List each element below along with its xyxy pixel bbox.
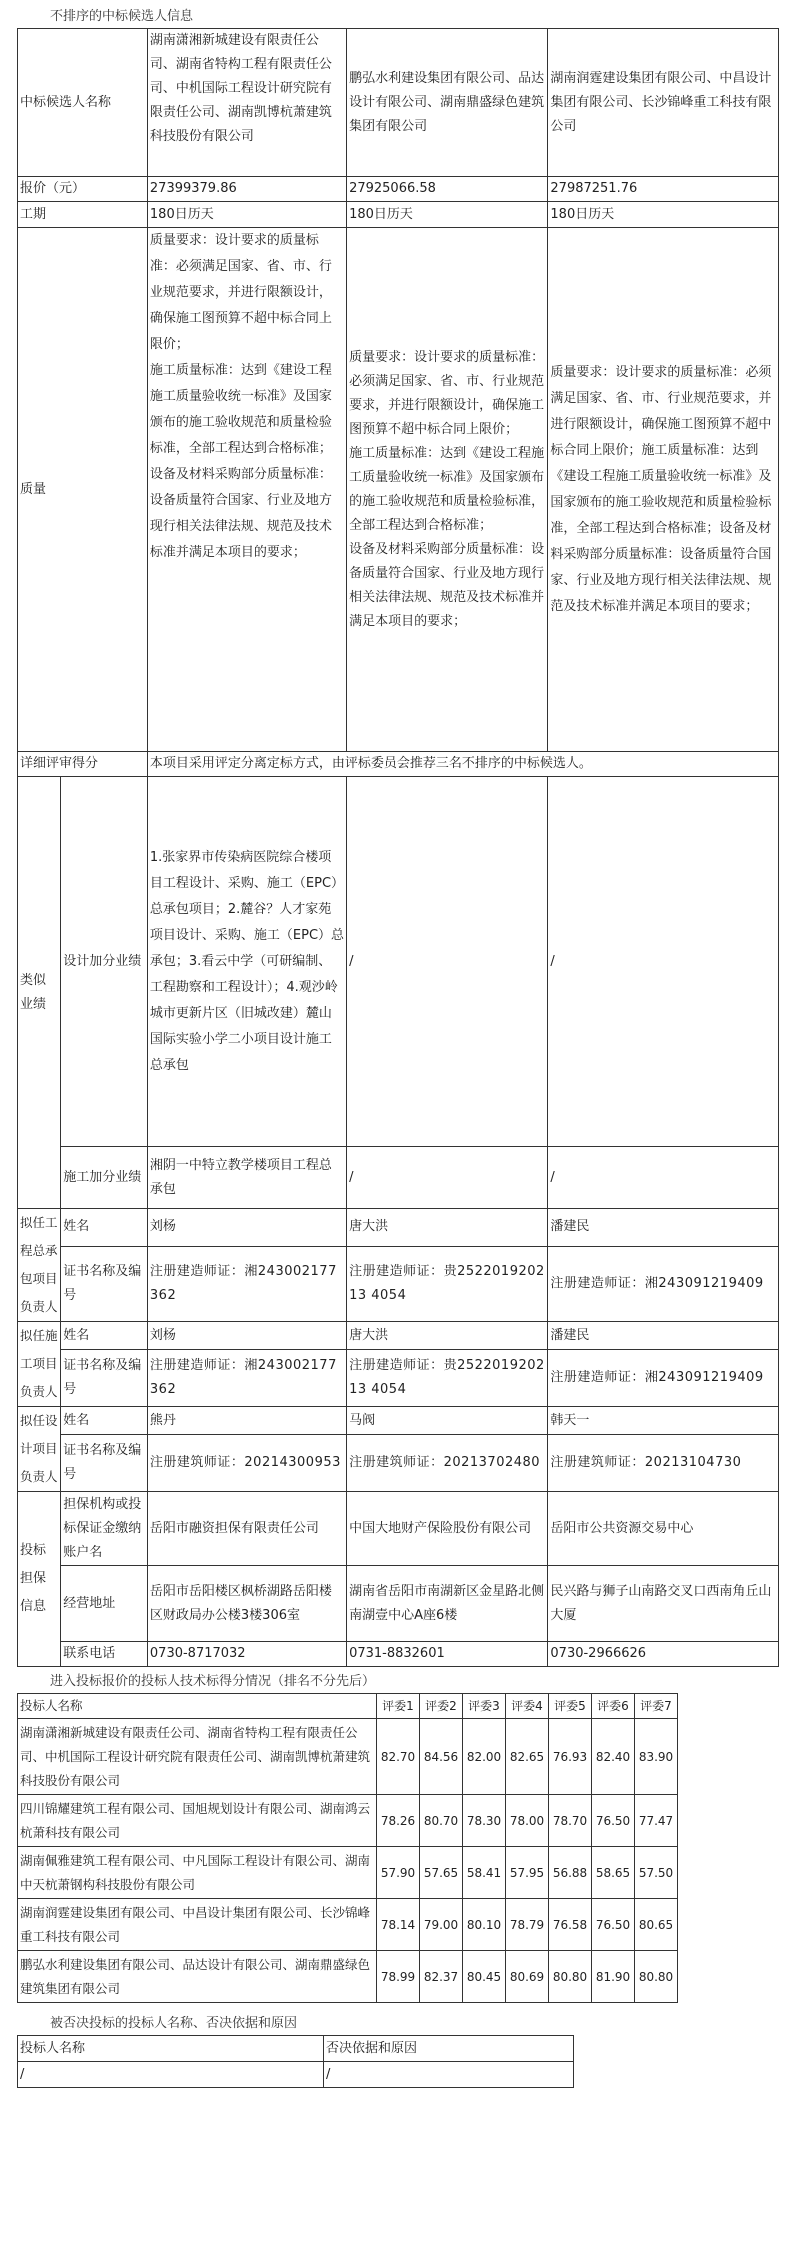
score-cell: 78.26: [377, 1795, 420, 1847]
label-candidate-name: 中标候选人名称: [18, 29, 148, 177]
candidate-2-name: 鹏弘水利建设集团有限公司、品达设计有限公司、湖南鼎盛绿色建筑集团有限公司: [347, 29, 548, 177]
score-cell: 57.65: [420, 1847, 463, 1899]
pm-construction-name-3: 潘建民: [548, 1322, 779, 1350]
score-cell: 76.58: [549, 1899, 592, 1951]
label-guarantee-org: 担保机构或投标保证金缴纳账户名: [61, 1492, 148, 1566]
score-cell: 80.10: [463, 1899, 506, 1951]
table-row: [18, 1847, 678, 1899]
row-quality: [18, 228, 779, 752]
bidder-name: 四川锦耀建筑工程有限公司、国旭规划设计有限公司、湖南鸿云杭萧科技有限公司: [18, 1795, 377, 1847]
pm-general-cert-3: 注册建造师证：湘243091219409: [548, 1246, 779, 1321]
row-detail-score: [18, 752, 779, 777]
scores-table: [17, 1693, 678, 2003]
row-candidate-name: [18, 29, 779, 177]
score-cell: 80.65: [635, 1899, 678, 1951]
candidate-1-build-bonus: 湘阴一中特立教学楼项目工程总承包: [147, 1147, 346, 1209]
pm-design-name-2: 马阀: [347, 1407, 548, 1435]
score-cell: 80.70: [420, 1795, 463, 1847]
score-cell: 58.41: [463, 1847, 506, 1899]
candidate-3-quality: 质量要求：设计要求的质量标准：必须满足国家、省、市、行业规范要求，并进行限额设计，确保施工图预算不超中标合同上限价；施工质量标准：达到《建设工程施工质量验收统一标准》及国家颁布的施工验收规范和质量检验标准，全部工程达到合格标准；设备及材料采购部分质量标准：设备质量符合国家、行业及地方现行相关法律法规、规范及技术标准并满足本项目的要求；: [548, 228, 779, 752]
score-cell: 82.65: [506, 1719, 549, 1795]
bidder-name: 湖南润霆建设集团有限公司、中昌设计集团有限公司、长沙锦峰重工科技有限公司: [18, 1899, 377, 1951]
row-pm-general-cert: [18, 1246, 779, 1321]
score-cell: 82.00: [463, 1719, 506, 1795]
pm-design-name-3: 韩天一: [548, 1407, 779, 1435]
row-similar-build: [18, 1147, 779, 1209]
label-pm-general: 拟任工程总承包项目负责人: [18, 1209, 61, 1322]
row-price: [18, 177, 779, 202]
scores-header-judge-5: 评委5: [549, 1694, 592, 1719]
label-pm-design-name: 姓名: [61, 1407, 148, 1435]
score-cell: 76.50: [592, 1899, 635, 1951]
pm-design-name-1: 熊丹: [147, 1407, 346, 1435]
score-cell: 80.80: [635, 1951, 678, 2003]
label-pm-construction-cert: 证书名称及编号: [61, 1350, 148, 1407]
row-pm-design-name: [18, 1407, 779, 1435]
label-pm-design-cert: 证书名称及编号: [61, 1435, 148, 1492]
label-pm-general-name: 姓名: [61, 1209, 148, 1247]
candidate-2-design-bonus: /: [347, 777, 548, 1147]
table-row: [18, 1795, 678, 1847]
guarantee-address-2: 湖南省岳阳市南湖新区金星路北侧南湖壹中心A座6楼: [347, 1566, 548, 1642]
guarantee-org-2: 中国大地财产保险股份有限公司: [347, 1492, 548, 1566]
row-guarantee-tel: [18, 1642, 779, 1667]
label-pm-design: 拟任设计项目负责人: [18, 1407, 61, 1492]
score-cell: 56.88: [549, 1847, 592, 1899]
score-cell: 77.47: [635, 1795, 678, 1847]
pm-design-cert-1: 注册建筑师证：20214300953: [147, 1435, 346, 1492]
score-cell: 57.95: [506, 1847, 549, 1899]
rejected-header-reason: 否决依据和原因: [324, 2036, 574, 2062]
label-price: 报价（元）: [18, 177, 148, 202]
bidder-name: 鹏弘水利建设集团有限公司、品达设计有限公司、湖南鼎盛绿色建筑集团有限公司: [18, 1951, 377, 2003]
guarantee-org-3: 岳阳市公共资源交易中心: [548, 1492, 779, 1566]
row-pm-construction-name: [18, 1322, 779, 1350]
rejected-name: /: [18, 2062, 324, 2088]
label-guarantee-tel: 联系电话: [61, 1642, 148, 1667]
candidate-3-design-bonus: /: [548, 777, 779, 1147]
scores-header-judge-2: 评委2: [420, 1694, 463, 1719]
scores-header-name: 投标人名称: [18, 1694, 377, 1719]
label-similar: 类似业绩: [18, 777, 61, 1209]
table-row: [18, 1951, 678, 2003]
score-cell: 78.70: [549, 1795, 592, 1847]
candidate-3-price: 27987251.76: [548, 177, 779, 202]
section-title-rejected: 被否决投标的投标人名称、否决依据和原因: [50, 2016, 298, 2031]
candidate-1-design-bonus: 1.张家界市传染病医院综合楼项目工程设计、采购、施工（EPC）总承包项目；2.麓谷？人才家苑项目设计、采购、施工（EPC）总承包；3.看云中学（可研编制、工程勘察和工程设计）；4.观沙岭城市更新片区（旧城改建）麓山国际实验小学二小项目设计施工总承包: [147, 777, 346, 1147]
bidder-name: 湖南佩雅建筑工程有限公司、中凡国际工程设计有限公司、湖南中天杭萧钢构科技股份有限公司: [18, 1847, 377, 1899]
label-design-bonus: 设计加分业绩: [61, 777, 148, 1147]
score-cell: 58.65: [592, 1847, 635, 1899]
row-guarantee-org: [18, 1492, 779, 1566]
scores-header-row: [18, 1694, 678, 1719]
pm-construction-name-1: 刘杨: [147, 1322, 346, 1350]
pm-general-name-3: 潘建民: [548, 1209, 779, 1247]
guarantee-address-1: 岳阳市岳阳楼区枫桥湖路岳阳楼区财政局办公楼3楼306室: [147, 1566, 346, 1642]
score-cell: 78.14: [377, 1899, 420, 1951]
pm-design-cert-3: 注册建筑师证：20213104730: [548, 1435, 779, 1492]
pm-general-name-1: 刘杨: [147, 1209, 346, 1247]
pm-general-cert-2: 注册建造师证：贵252201920213 4054: [347, 1246, 548, 1321]
label-quality: 质量: [18, 228, 148, 752]
score-cell: 76.93: [549, 1719, 592, 1795]
score-cell: 83.90: [635, 1719, 678, 1795]
score-cell: 82.70: [377, 1719, 420, 1795]
detail-score-text: 本项目采用评定分离定标方式，由评标委员会推荐三名不排序的中标候选人。: [147, 752, 778, 777]
rejected-header-name: 投标人名称: [18, 2036, 324, 2062]
candidates-table: [17, 28, 779, 1667]
candidate-3-build-bonus: /: [548, 1147, 779, 1209]
score-cell: 80.80: [549, 1951, 592, 2003]
row-pm-general-name: [18, 1209, 779, 1247]
label-guarantee-address: 经营地址: [61, 1566, 148, 1642]
score-cell: 57.90: [377, 1847, 420, 1899]
pm-construction-cert-1: 注册建造师证：湘243002177362: [147, 1350, 346, 1407]
label-pm-construction-name: 姓名: [61, 1322, 148, 1350]
candidate-1-price: 27399379.86: [147, 177, 346, 202]
scores-header-judge-7: 评委7: [635, 1694, 678, 1719]
guarantee-address-3: 民兴路与狮子山南路交叉口西南角丘山大厦: [548, 1566, 779, 1642]
candidate-1-name: 湖南潇湘新城建设有限责任公司、湖南省特构工程有限责任公司、中机国际工程设计研究院有限责任公司、湖南凯博杭萧建筑科技股份有限公司: [147, 29, 346, 177]
score-cell: 80.45: [463, 1951, 506, 2003]
pm-general-name-2: 唐大洪: [347, 1209, 548, 1247]
candidate-1-quality: 质量要求：设计要求的质量标准：必须满足国家、省、市、行业规范要求，并进行限额设计，确保施工图预算不超中标合同上限价； 施工质量标准：达到《建设工程施工质量验收统一标准》及国家颁布的施工验收规范和质量检验标准，全部工程达到合格标准； 设备及材料采购部分质量标准：设备质量符合国家、行业及地方现行相关法律法规、规范及技术标准并满足本项目的要求；: [147, 228, 346, 752]
label-pm-construction: 拟任施工项目负责人: [18, 1322, 61, 1407]
score-cell: 81.90: [592, 1951, 635, 2003]
row-similar-design: [18, 777, 779, 1147]
bidder-name: 湖南潇湘新城建设有限责任公司、湖南省特构工程有限责任公司、中机国际工程设计研究院有限责任公司、湖南凯博杭萧建筑科技股份有限公司: [18, 1719, 377, 1795]
candidate-2-quality: 质量要求：设计要求的质量标准：必须满足国家、省、市、行业规范要求，并进行限额设计，确保施工图预算不超中标合同上限价； 施工质量标准：达到《建设工程施工质量验收统一标准》及国家颁布的施工验收规范和质量检验标准，全部工程达到合格标准； 设备及材料采购部分质量标准：设备质量符合国家、行业及地方现行相关法律法规、规范及技术标准并满足本项目的要求；: [347, 228, 548, 752]
guarantee-tel-1: 0730-8717032: [147, 1642, 346, 1667]
score-cell: 79.00: [420, 1899, 463, 1951]
guarantee-org-1: 岳阳市融资担保有限责任公司: [147, 1492, 346, 1566]
rejected-reason: /: [324, 2062, 574, 2088]
score-cell: 80.69: [506, 1951, 549, 2003]
pm-general-cert-1: 注册建造师证：湘243002177362: [147, 1246, 346, 1321]
table-row: [18, 2062, 574, 2088]
score-cell: 78.79: [506, 1899, 549, 1951]
score-cell: 84.56: [420, 1719, 463, 1795]
pm-construction-cert-2: 注册建造师证：贵252201920213 4054: [347, 1350, 548, 1407]
table-row: [18, 1719, 678, 1795]
label-detail-score: 详细评审得分: [18, 752, 148, 777]
candidate-2-build-bonus: /: [347, 1147, 548, 1209]
scores-header-judge-4: 评委4: [506, 1694, 549, 1719]
candidate-3-period: 180日历天: [548, 202, 779, 228]
scores-header-judge-3: 评委3: [463, 1694, 506, 1719]
row-pm-construction-cert: [18, 1350, 779, 1407]
rejected-header-row: [18, 2036, 574, 2062]
label-period: 工期: [18, 202, 148, 228]
section-title-candidates: 不排序的中标候选人信息: [50, 9, 194, 24]
score-cell: 82.40: [592, 1719, 635, 1795]
candidate-2-price: 27925066.58: [347, 177, 548, 202]
rejected-table: [17, 2035, 574, 2088]
candidate-2-period: 180日历天: [347, 202, 548, 228]
label-build-bonus: 施工加分业绩: [61, 1147, 148, 1209]
row-guarantee-address: [18, 1566, 779, 1642]
row-pm-design-cert: [18, 1435, 779, 1492]
label-pm-general-cert: 证书名称及编号: [61, 1246, 148, 1321]
score-cell: 82.37: [420, 1951, 463, 2003]
score-cell: 78.30: [463, 1795, 506, 1847]
table-row: [18, 1899, 678, 1951]
section-title-scores: 进入投标报价的投标人技术标得分情况（排名不分先后）: [50, 1674, 376, 1689]
pm-construction-name-2: 唐大洪: [347, 1322, 548, 1350]
guarantee-tel-2: 0731-8832601: [347, 1642, 548, 1667]
label-guarantee: 投标担保信息: [18, 1492, 61, 1667]
score-cell: 76.50: [592, 1795, 635, 1847]
scores-header-judge-1: 评委1: [377, 1694, 420, 1719]
scores-header-judge-6: 评委6: [592, 1694, 635, 1719]
score-cell: 78.00: [506, 1795, 549, 1847]
guarantee-tel-3: 0730-2966626: [548, 1642, 779, 1667]
candidate-3-name: 湖南润霆建设集团有限公司、中昌设计集团有限公司、长沙锦峰重工科技有限公司: [548, 29, 779, 177]
score-cell: 78.99: [377, 1951, 420, 2003]
score-cell: 57.50: [635, 1847, 678, 1899]
pm-construction-cert-3: 注册建造师证：湘243091219409: [548, 1350, 779, 1407]
row-period: [18, 202, 779, 228]
candidate-1-period: 180日历天: [147, 202, 346, 228]
pm-design-cert-2: 注册建筑师证：20213702480: [347, 1435, 548, 1492]
